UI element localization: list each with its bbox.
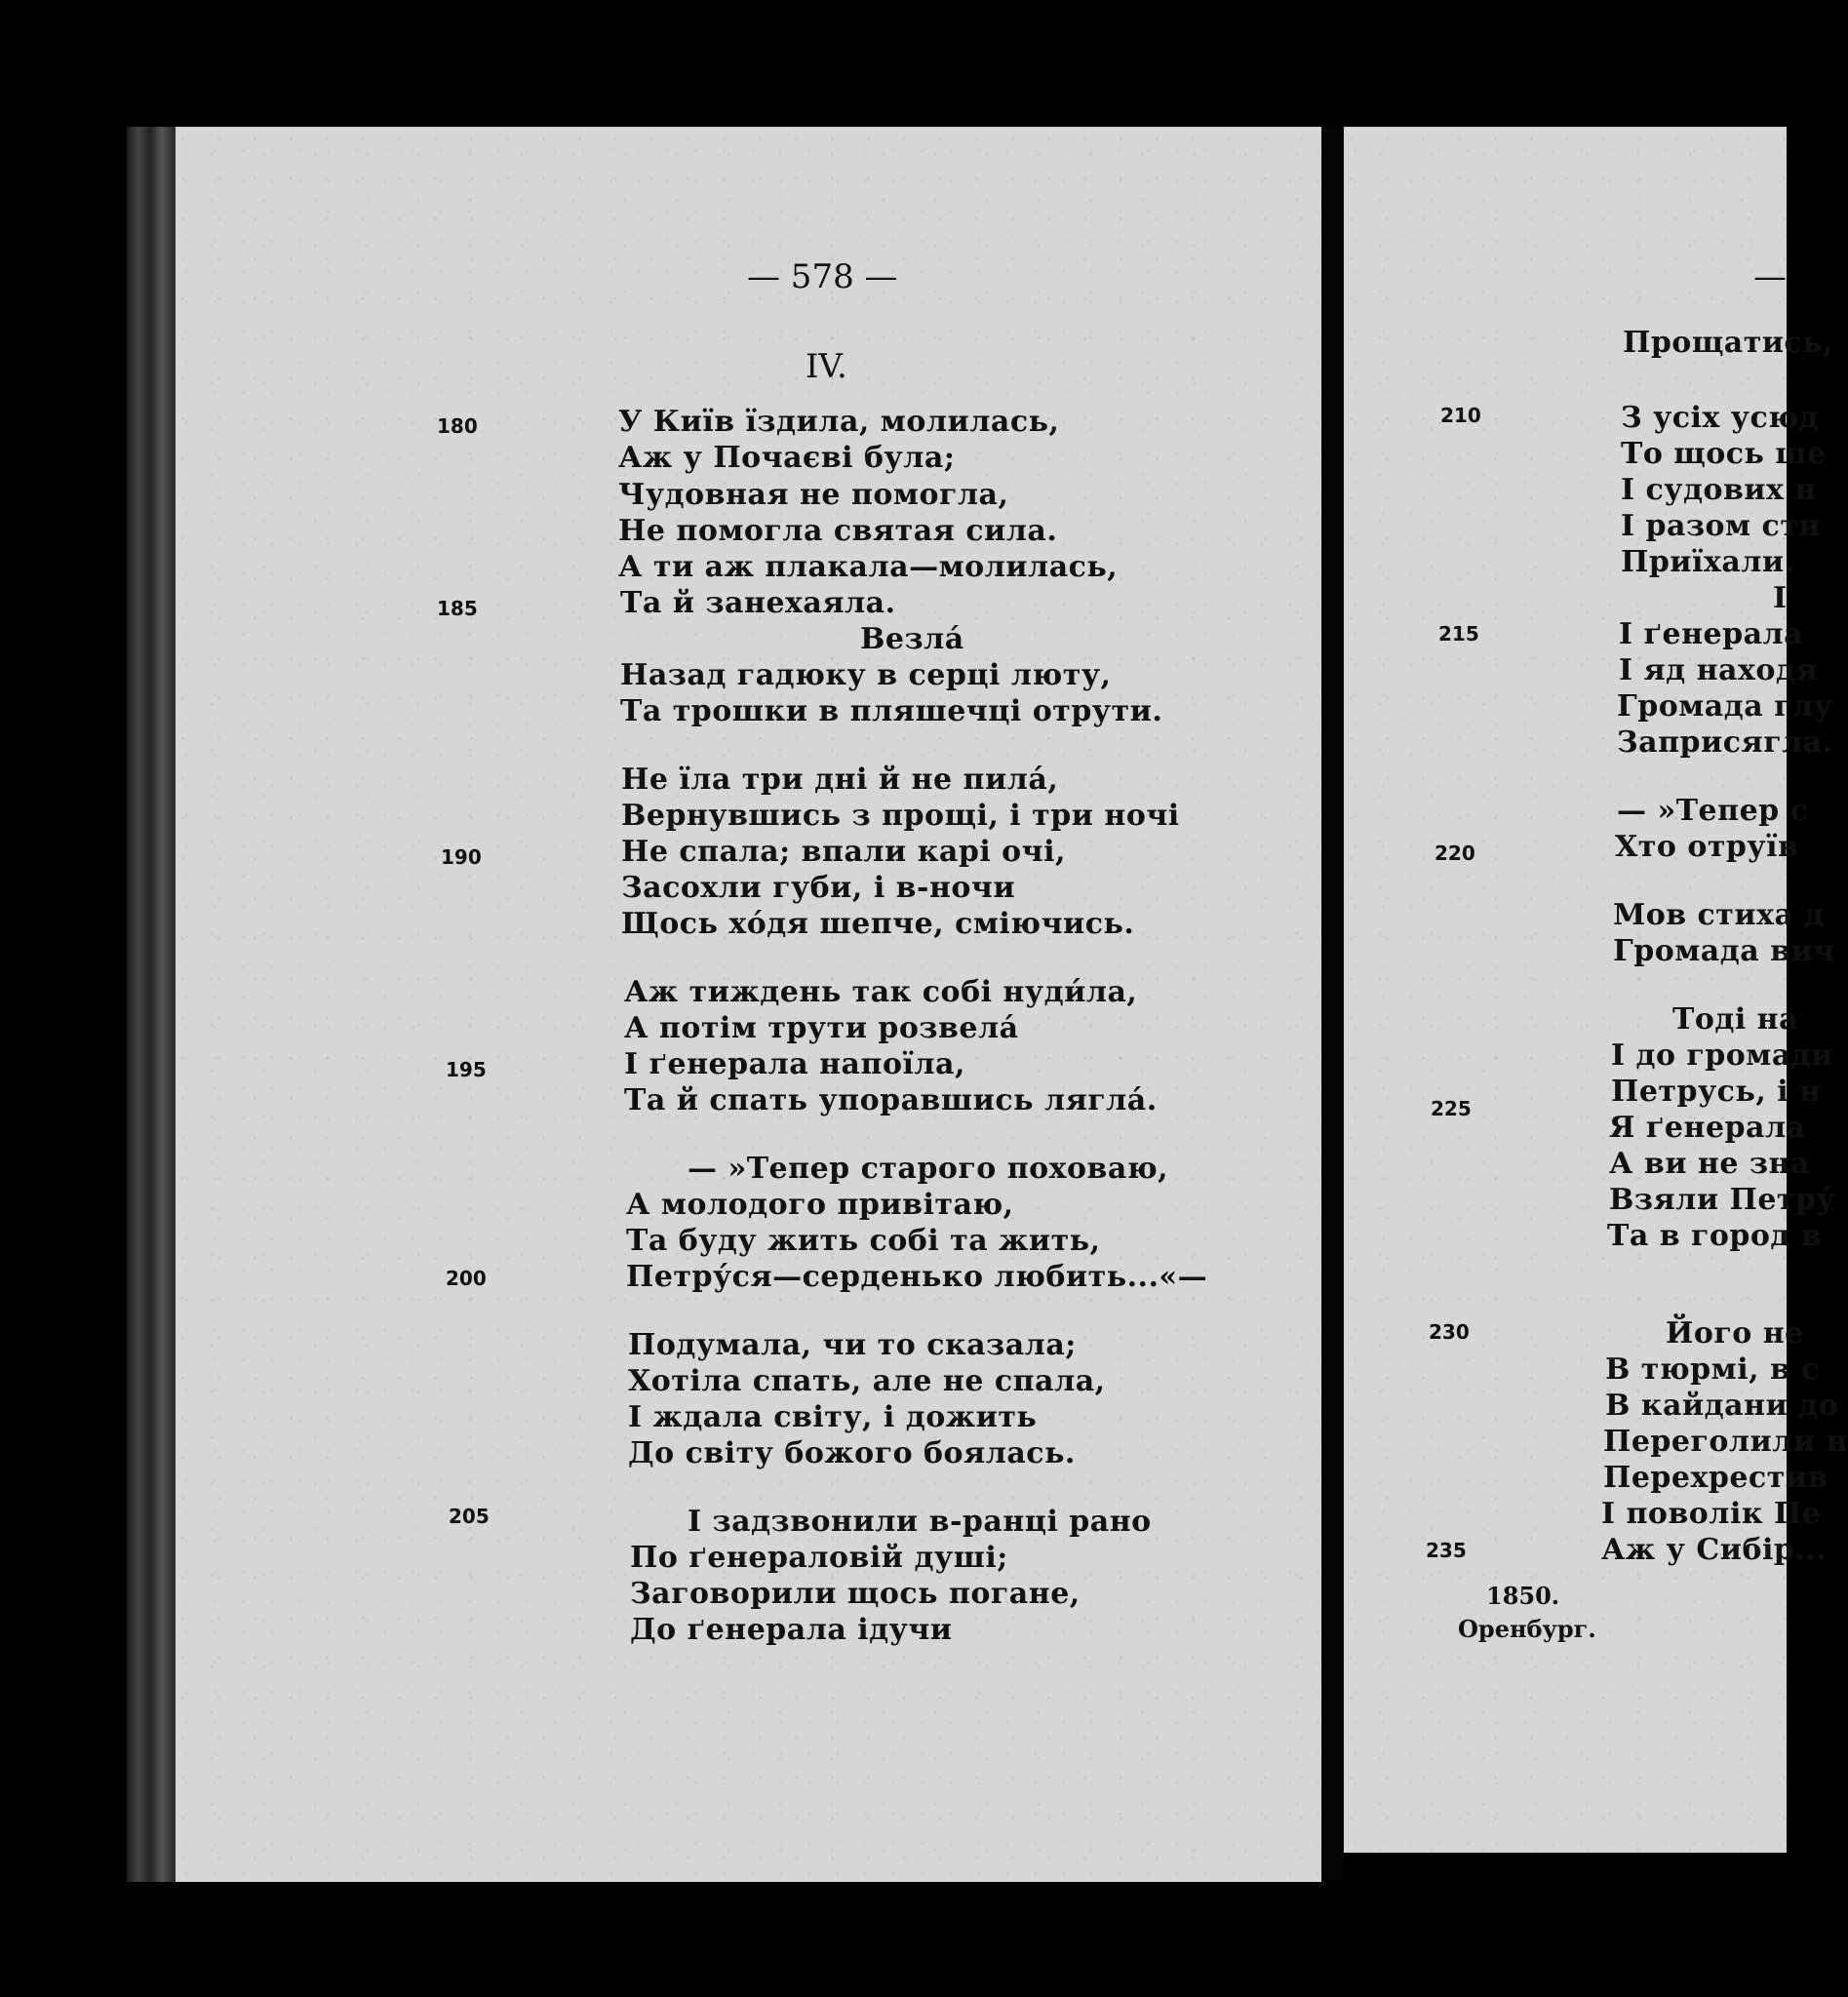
line-number: 210 xyxy=(1440,404,1481,427)
poem-line: Тоді на xyxy=(1672,1002,1799,1037)
poem-line: По ґенераловій душі; xyxy=(630,1541,1008,1575)
line-number: 185 xyxy=(437,597,478,620)
poem-line: І задзвонили в-ранці рано xyxy=(688,1505,1152,1539)
line-number: 195 xyxy=(446,1058,487,1081)
line-number: 220 xyxy=(1435,842,1475,865)
page-number: — xyxy=(1753,257,1787,296)
poem-line: А ти аж плакала—молилась, xyxy=(618,550,1119,584)
poem-line: Аж у Почаєві була; xyxy=(618,441,956,475)
poem-line: І ґенерала xyxy=(1619,617,1804,651)
poem-line: Та в город в xyxy=(1607,1219,1823,1253)
poem-line: Я ґенерала xyxy=(1609,1111,1806,1145)
poem-line: — »Тепер старого поховаю, xyxy=(688,1152,1169,1186)
poem-line: Його не xyxy=(1666,1316,1804,1351)
poem-line: Аж тиждень так собі нуди́ла, xyxy=(624,975,1138,1009)
poem-line: Везла́ xyxy=(860,622,964,656)
poem-line: Та буду жить собі та жить, xyxy=(626,1224,1101,1258)
line-number: 225 xyxy=(1431,1097,1472,1120)
poem-line: Хто отруїв xyxy=(1615,830,1799,864)
left-page xyxy=(176,127,1321,1882)
poem-line: У Київ їздила, молилась, xyxy=(618,405,1060,439)
poem-line: Громада глу xyxy=(1617,689,1833,724)
poem-line: Мов стиха д xyxy=(1613,898,1825,932)
poem-line: Подумала, чи то сказала; xyxy=(628,1328,1077,1362)
poem-line: Щось хо́дя шепче, сміючись. xyxy=(621,907,1135,941)
poem-line: Переголили н xyxy=(1603,1425,1848,1459)
poem-line: Перехрестив xyxy=(1603,1461,1828,1495)
line-number: 215 xyxy=(1438,622,1479,646)
line-number: 235 xyxy=(1426,1539,1467,1562)
poem-line: І яд находя xyxy=(1619,653,1819,687)
poem-line: Не помогла святая сила. xyxy=(618,514,1058,548)
poem-line: Взяли Петру́ xyxy=(1609,1183,1836,1217)
poem-place: Оренбург. xyxy=(1458,1615,1596,1643)
section-heading: IV. xyxy=(806,347,847,386)
poem-line: До світу божого боялась. xyxy=(628,1436,1076,1470)
poem-line: А молодого привітаю, xyxy=(626,1188,1014,1222)
poem-line: Аж у Сибір... xyxy=(1601,1533,1828,1567)
poem-line: Вернувшись з прощі, і три ночі xyxy=(621,799,1180,833)
page-number: — 578 — xyxy=(747,257,898,296)
poem-line: До ґенерала ідучи xyxy=(630,1613,953,1647)
poem-date: 1850. xyxy=(1486,1582,1560,1610)
poem-line: В тюрмі, в с xyxy=(1605,1352,1821,1387)
right-page xyxy=(1344,127,1848,1853)
poem-line: Засохли губи, і в-ночи xyxy=(621,871,1016,905)
poem-line: — »Тепер с xyxy=(1617,794,1809,828)
line-number: 190 xyxy=(441,845,482,869)
poem-line: Хотіла спать, але не спала, xyxy=(628,1364,1106,1398)
poem-line: Не їла три дні й не пила́, xyxy=(621,763,1059,797)
poem-line: Та й занехаяла. xyxy=(620,586,896,620)
poem-line: Заговорили щось погане, xyxy=(630,1577,1081,1611)
poem-line: А ви не зна xyxy=(1609,1147,1810,1181)
poem-line: В кайдани до xyxy=(1605,1389,1839,1423)
poem-line: І xyxy=(1773,581,1788,615)
line-number: 200 xyxy=(446,1267,487,1290)
poem-line: Приїхали. xyxy=(1621,545,1795,579)
poem-line: Чудовная не помогла, xyxy=(618,478,1009,512)
poem-line: Та й спать упоравшись лягла́. xyxy=(624,1083,1158,1117)
poem-line: З усіх усюд xyxy=(1621,401,1820,435)
poem-line: Заприсягла. xyxy=(1617,725,1833,760)
line-number: 230 xyxy=(1429,1320,1470,1344)
poem-line: І ґенерала напоїла, xyxy=(624,1047,965,1081)
poem-line: Не спала; впали карі очі, xyxy=(621,835,1066,869)
poem-line: Назад гадюку в серці люту, xyxy=(620,658,1112,692)
poem-line: Громада вич xyxy=(1613,934,1835,968)
poem-line: Петру́ся—серденько любить...«— xyxy=(626,1260,1208,1294)
line-number: 180 xyxy=(437,414,478,438)
book-gutter xyxy=(1321,127,1344,1882)
poem-line: І ждала світу, і дожить xyxy=(628,1400,1038,1434)
poem-line: То щось ше xyxy=(1621,437,1827,471)
poem-line: Та трошки в пляшечці отрути. xyxy=(620,694,1163,728)
poem-line: Прощатись, xyxy=(1623,326,1834,360)
poem-line: А потім трути розвела́ xyxy=(624,1011,1019,1045)
poem-line: І до громади xyxy=(1611,1038,1834,1073)
line-number: 205 xyxy=(449,1505,490,1528)
poem-line: І разом сти xyxy=(1621,509,1822,543)
poem-line: Петрусь, і н xyxy=(1611,1075,1822,1109)
poem-line: І судових н xyxy=(1621,473,1817,507)
poem-line: І поволік Пе xyxy=(1601,1497,1822,1531)
